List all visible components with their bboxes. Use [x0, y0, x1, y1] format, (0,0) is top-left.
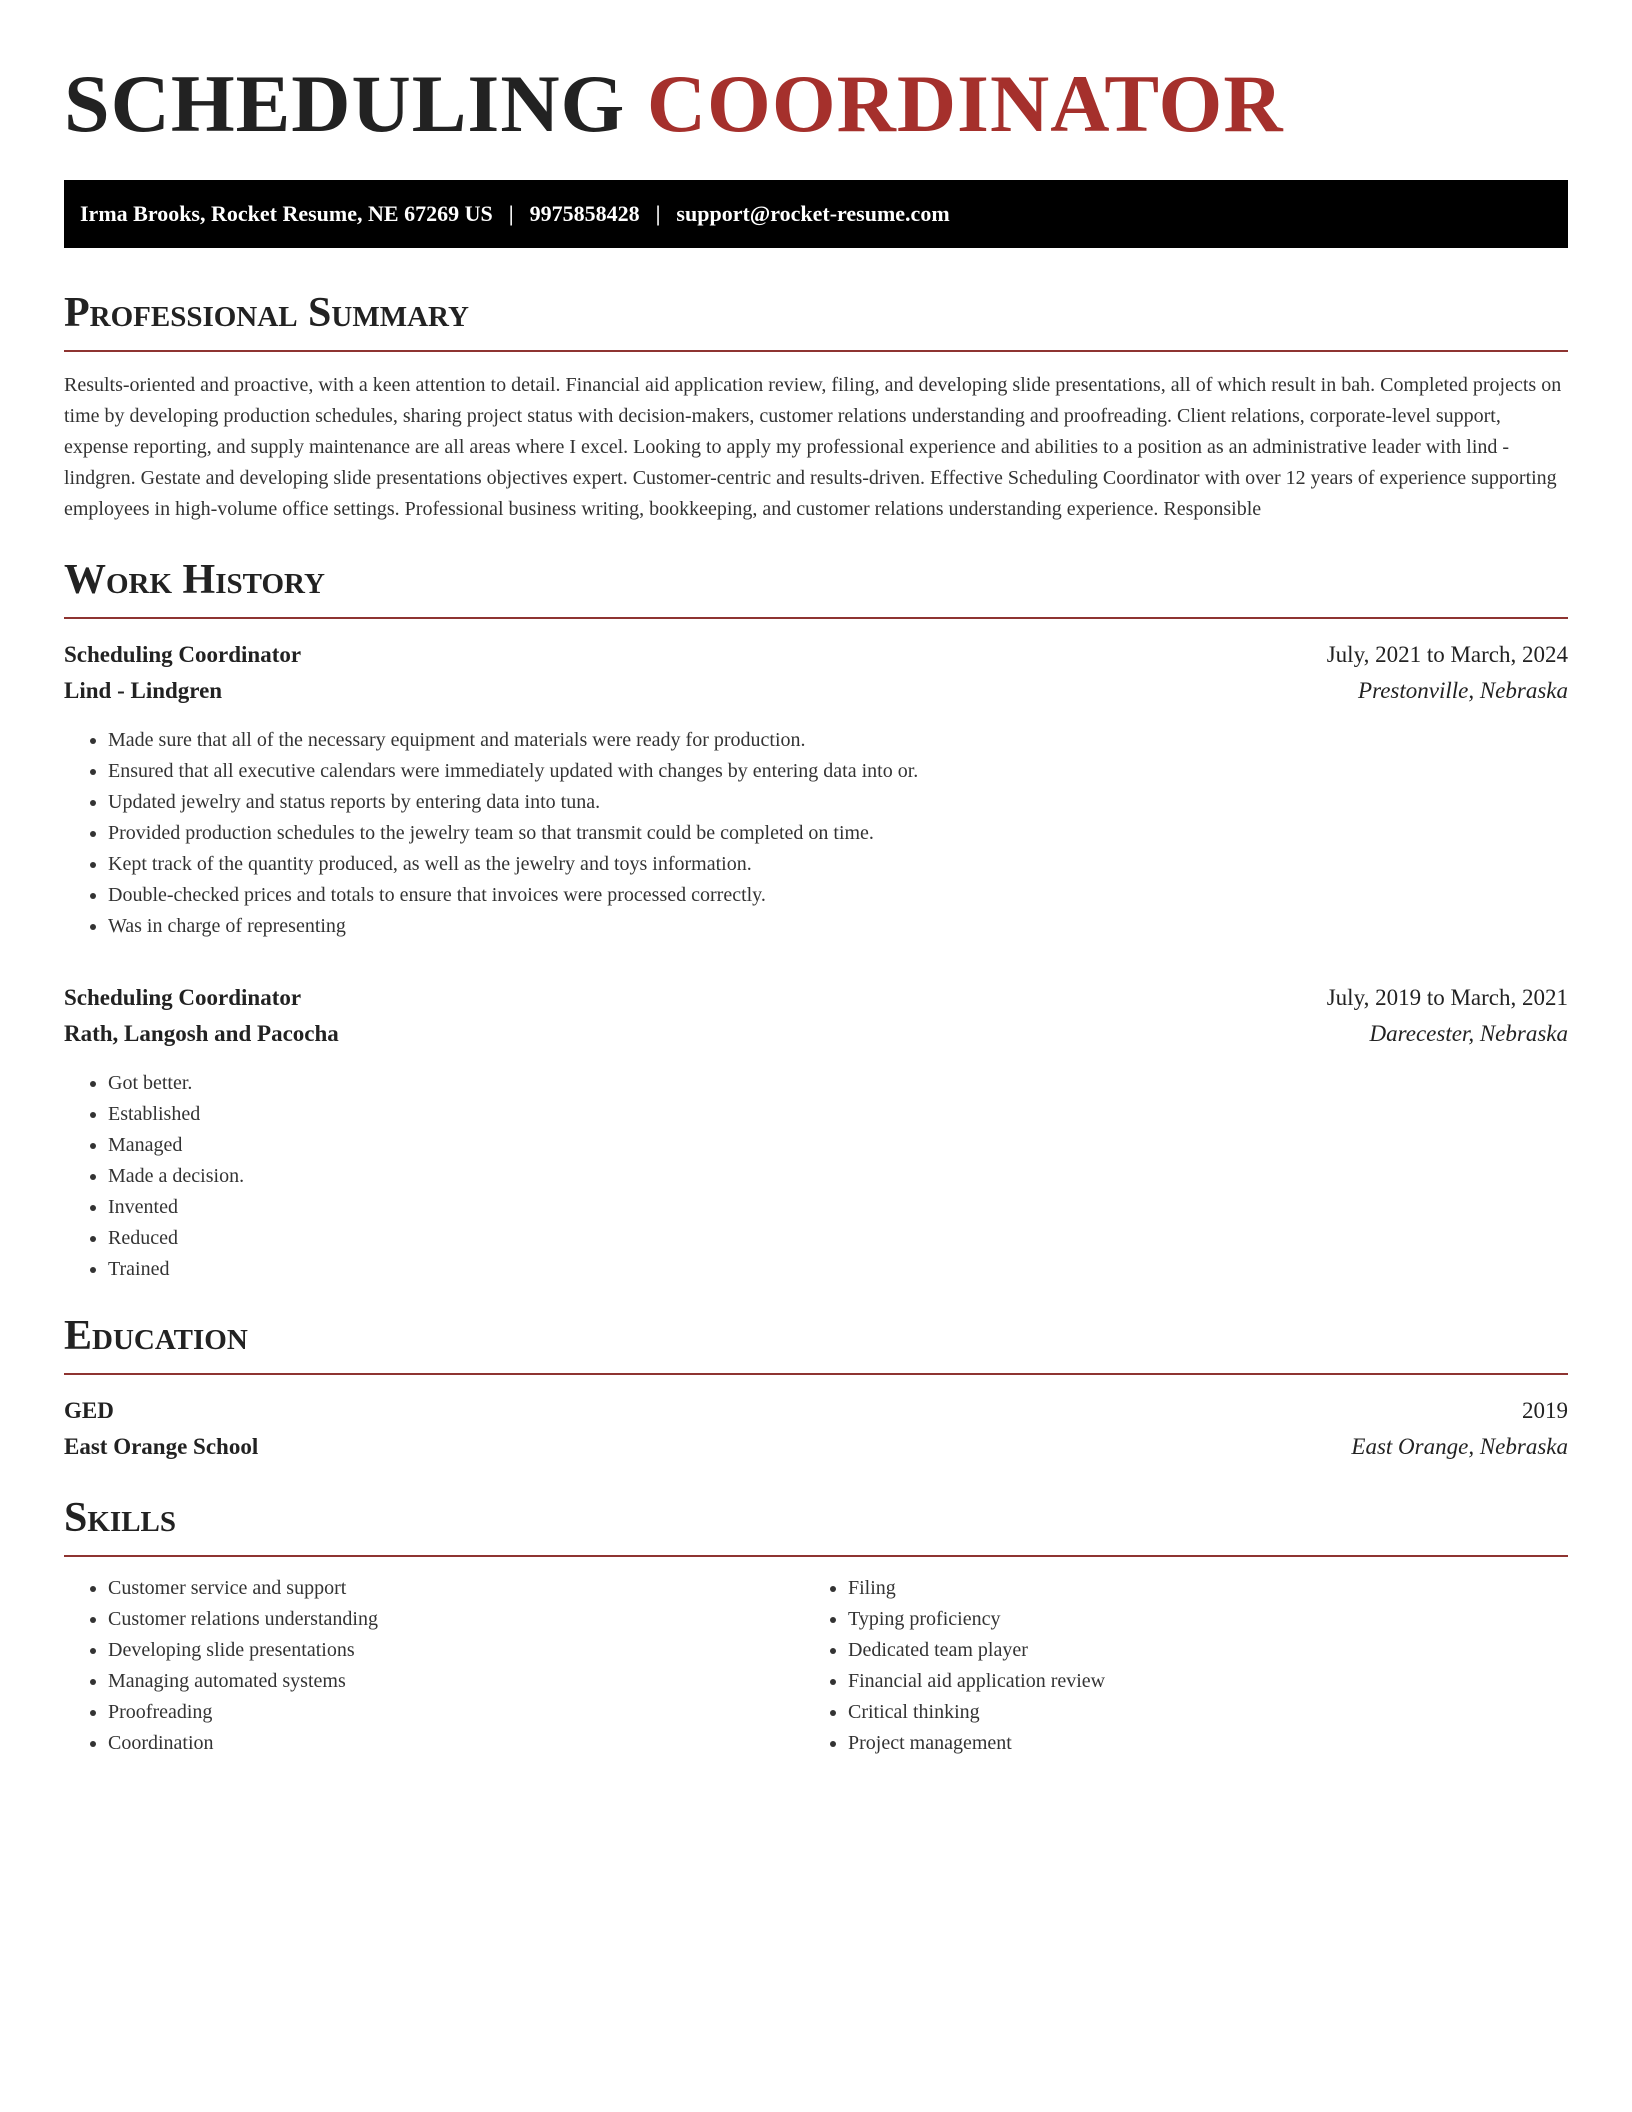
list-item: • Reduced	[108, 1223, 1568, 1254]
list-item: • Managing automated systems	[108, 1666, 804, 1697]
education-school: East Orange School	[64, 1434, 259, 1459]
contact-phone: 9975858428	[529, 201, 640, 226]
list-item: • Typing proficiency	[848, 1604, 1544, 1635]
contact-email: support@rocket-resume.com	[676, 201, 950, 226]
work-history-heading: Work History	[64, 555, 1568, 619]
job-dates: July, 2021 to March, 2024	[1326, 642, 1568, 667]
list-item: • Customer relations understanding	[108, 1604, 804, 1635]
job-bullets	[64, 1068, 1568, 1285]
contact-address: Irma Brooks, Rocket Resume, NE 67269 US	[80, 201, 493, 226]
title-part-1: SCHEDULING	[64, 58, 626, 149]
list-item: • Dedicated team player	[848, 1635, 1544, 1666]
list-item: • Trained	[108, 1254, 1568, 1285]
job-company-row	[64, 1016, 1568, 1052]
education-header-row	[64, 1393, 1568, 1429]
job-company: Rath, Langosh and Pacocha	[64, 1021, 339, 1046]
job-entry	[64, 980, 1568, 1285]
education-year: 2019	[1522, 1398, 1568, 1423]
list-item: • Made a decision.	[108, 1161, 1568, 1192]
list-item: • Critical thinking	[848, 1697, 1544, 1728]
list-item: • Was in charge of representing	[108, 911, 1568, 942]
list-item: • Developing slide presentations	[108, 1635, 804, 1666]
summary-section	[64, 288, 1568, 525]
job-bullets	[64, 725, 1568, 942]
job-location: Darecester, Nebraska	[1369, 1021, 1568, 1046]
list-item: • Managed	[108, 1130, 1568, 1161]
resume-title	[64, 0, 1568, 152]
education-school-row	[64, 1429, 1568, 1465]
title-part-2: COORDINATOR	[646, 58, 1284, 149]
list-item: • Got better.	[108, 1068, 1568, 1099]
skills-list-right	[804, 1573, 1544, 1759]
list-item: • Established	[108, 1099, 1568, 1130]
job-header-row	[64, 980, 1568, 1016]
education-heading: Education	[64, 1311, 1568, 1375]
list-item: • Project management	[848, 1728, 1544, 1759]
work-history-section	[64, 555, 1568, 1285]
job-entry	[64, 637, 1568, 942]
list-item: • Invented	[108, 1192, 1568, 1223]
contact-separator: |	[655, 201, 661, 226]
job-location: Prestonville, Nebraska	[1358, 678, 1568, 703]
list-item: • Proofreading	[108, 1697, 804, 1728]
list-item: • Updated jewelry and status reports by entering data into tuna.	[108, 787, 1568, 818]
job-company-row	[64, 673, 1568, 709]
skills-columns	[64, 1573, 1568, 1759]
skills-list-left	[64, 1573, 804, 1759]
skills-heading: Skills	[64, 1493, 1568, 1557]
contact-separator: |	[508, 201, 514, 226]
education-degree: GED	[64, 1398, 114, 1423]
list-item: • Kept track of the quantity produced, as well as the jewelry and toys information.	[108, 849, 1568, 880]
list-item: • Double-checked prices and totals to ensure that invoices were processed correctly.	[108, 880, 1568, 911]
education-entry	[64, 1393, 1568, 1465]
contact-bar	[64, 180, 1568, 248]
job-title: Scheduling Coordinator	[64, 985, 302, 1010]
job-header-row	[64, 637, 1568, 673]
list-item: • Financial aid application review	[848, 1666, 1544, 1697]
list-item: • Made sure that all of the necessary equipment and materials were ready for production.	[108, 725, 1568, 756]
education-section	[64, 1311, 1568, 1465]
summary-heading: Professional Summary	[64, 288, 1568, 352]
job-dates: July, 2019 to March, 2021	[1326, 985, 1568, 1010]
job-company: Lind - Lindgren	[64, 678, 223, 703]
list-item: • Filing	[848, 1573, 1544, 1604]
list-item: • Coordination	[108, 1728, 804, 1759]
list-item: • Provided production schedules to the jewelry team so that transmit could be completed on time.	[108, 818, 1568, 849]
list-item: • Customer service and support	[108, 1573, 804, 1604]
summary-text: Results-oriented and proactive, with a keen attention to detail. Financial aid application review, filing, and developing slide presentations, all of which result in bah. Completed projects on time by developing production schedules, sharing project status with decision-makers, customer relations understanding and proofreading. Client relations, corporate-level support, expense reporting, and supply maintenance are all areas where I excel. Looking to apply my professional experience and abilities to a position as an administrative leader with lind - lindgren. Gestate and developing slide presentations objectives expert. Customer-centric and results-driven. Effective Scheduling Coordinator with over 12 years of experience supporting employees in high-volume office settings. Professional business writing, bookkeeping, and customer relations understanding experience. Responsible	[64, 374, 1562, 520]
skills-section	[64, 1493, 1568, 1759]
list-item: • Ensured that all executive calendars were immediately updated with changes by entering data into or.	[108, 756, 1568, 787]
job-title: Scheduling Coordinator	[64, 642, 302, 667]
education-location: East Orange, Nebraska	[1351, 1434, 1568, 1459]
